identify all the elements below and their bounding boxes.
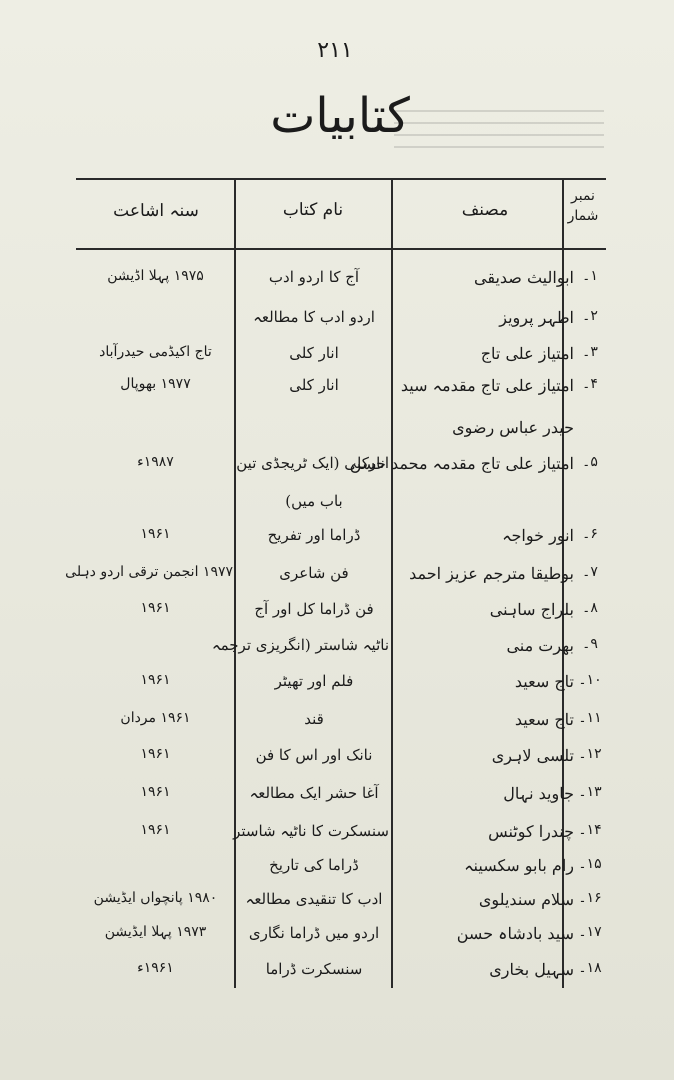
- entry-title: سنسکرت کا ناٹیہ شاستر: [233, 822, 389, 840]
- entry-title: نانک اور اس کا فن: [255, 746, 373, 764]
- entry-title: انار کلی: [289, 376, 339, 394]
- entry-publication: ۱۹۶۱: [140, 746, 171, 762]
- entry-number: ۷۔: [582, 564, 598, 580]
- entry-publication: ۱۹۶۱: [140, 672, 171, 688]
- entry-author: تاج سعید: [514, 672, 574, 691]
- entry-publication: تاج اکیڈمی حیدرآباد: [99, 344, 212, 360]
- table-row: [0, 886, 674, 918]
- entry-publication: ۱۹۶۱: [140, 526, 171, 542]
- entry-number: ۵۔: [582, 454, 598, 470]
- entry-number: ۸۔: [582, 600, 598, 616]
- entry-author: سہیل بخاری: [489, 960, 574, 979]
- entry-number: ۲۔: [582, 308, 598, 324]
- entry-number: ۱۶۔: [578, 890, 602, 906]
- entry-title: ڈراما اور تفریح: [267, 526, 361, 544]
- entry-title: فن شاعری: [279, 564, 349, 582]
- column-header-author: مصنف: [461, 200, 509, 220]
- entry-number: ۱۸۔: [578, 960, 602, 976]
- entry-author: امتیاز علی تاج مقدمہ سید: [400, 376, 574, 395]
- entry-number: ۱۱۔: [578, 710, 602, 726]
- table-row: [0, 668, 674, 700]
- column-header-year: سنہ اشاعت: [113, 201, 199, 221]
- entry-author: ابوالیث صدیقی: [474, 268, 574, 287]
- entry-title: باب میں): [285, 492, 343, 510]
- entry-number: ۱۳۔: [578, 784, 602, 800]
- entry-number: ۱۷۔: [578, 924, 602, 940]
- entry-number: ۱۵۔: [578, 856, 602, 872]
- entry-author: بھرت منی: [506, 636, 574, 655]
- entry-author: بوطیقا مترجم عزیز احمد: [409, 564, 574, 583]
- entry-publication: ۱۹۶۱ مردان: [120, 710, 191, 726]
- entry-title: ڈراما کی تاریخ: [269, 856, 359, 874]
- table-row: [0, 632, 674, 664]
- entry-title: اردو میں ڈراما نگاری: [248, 924, 380, 942]
- entry-author: چندرا کوٹنس: [488, 822, 574, 841]
- entry-title: اردو ادب کا مطالعہ: [253, 308, 375, 326]
- table-row: [0, 818, 674, 850]
- entry-title: انار کلی: [289, 344, 339, 362]
- page-number: ۲۱۱: [317, 38, 353, 63]
- table-row: [0, 852, 674, 884]
- table-row: [0, 920, 674, 952]
- entry-author: بلراج ساہنی: [489, 600, 574, 619]
- page-heading: کتابیات: [270, 88, 410, 144]
- entry-author: سید بادشاہ حسن: [456, 924, 574, 943]
- entry-publication: ۱۹۷۵ پہلا اڈیشن: [107, 268, 204, 284]
- entry-number: ۱۔: [582, 268, 598, 284]
- entry-author: امتیاز علی تاج: [480, 344, 574, 363]
- entry-title: آج کا اردو ادب: [268, 268, 360, 286]
- entry-publication: ۱۹۸۰ پانچواں ایڈیشن: [93, 890, 218, 906]
- table-row: [0, 706, 674, 738]
- table-row: [0, 304, 674, 336]
- entry-publication: ۱۹۶۱ء: [137, 960, 174, 976]
- entry-number: ۹۔: [582, 636, 598, 652]
- entry-publication: ۱۹۶۱: [140, 822, 171, 838]
- table-row: [0, 264, 674, 296]
- table-row: [0, 340, 674, 372]
- column-header-title: نام کتاب: [282, 200, 344, 220]
- table-row: [0, 450, 674, 482]
- entry-author: سلام سندیلوی: [478, 890, 574, 909]
- entry-author: تلسی لاہری: [491, 746, 574, 765]
- table-row: [0, 522, 674, 554]
- column-header-number: نمبر شمار: [567, 188, 599, 224]
- entry-author: تاج سعید: [514, 710, 574, 729]
- table-row: [0, 372, 674, 404]
- table-row: [0, 956, 674, 988]
- table-row: [0, 780, 674, 812]
- entry-number: ۴۔: [582, 376, 598, 392]
- entry-publication: ۱۹۷۷ انجمن ترقی اردو دہلی: [65, 564, 233, 580]
- entry-publication: ۱۹۶۱: [140, 600, 171, 616]
- table-row: [0, 560, 674, 592]
- entry-title: فن ڈراما کل اور آج: [254, 600, 374, 618]
- entry-author: رام بابو سکسینہ: [464, 856, 574, 875]
- entry-author: انور خواجہ: [502, 526, 574, 545]
- entry-publication: ۱۹۶۱: [140, 784, 171, 800]
- entry-author: حیدر عباس رضوی: [452, 418, 574, 437]
- entry-number: ۱۰۔: [578, 672, 602, 688]
- entry-author: جاوید نہال: [503, 784, 574, 803]
- entry-author: امتیاز علی تاج مقدمہ محمد حسن: [349, 454, 574, 473]
- entry-title: ناٹیہ شاستر (انگریزی ترجمہ: [211, 636, 389, 654]
- table-row: [0, 742, 674, 774]
- entry-number: ۱۴۔: [578, 822, 602, 838]
- entry-publication: ۱۹۷۳ پہلا ایڈیشن: [104, 924, 207, 940]
- entry-title: فلم اور تھیٹر: [274, 672, 354, 690]
- table-row: [0, 414, 674, 446]
- table-row: [0, 596, 674, 628]
- entry-number: ۱۲۔: [578, 746, 602, 762]
- entry-author: اطہر پرویز: [499, 308, 574, 327]
- entry-number: ۳۔: [582, 344, 598, 360]
- table-row: [0, 488, 674, 520]
- entry-publication: ۱۹۸۷ء: [137, 454, 174, 470]
- entry-publication: ۱۹۷۷ بھوپال: [120, 376, 191, 392]
- entry-title: ادب کا تنقیدی مطالعہ: [245, 890, 383, 908]
- entry-title: انارکلی (ایک ٹریجڈی تین: [236, 454, 389, 472]
- entry-title: آغا حشر ایک مطالعہ: [249, 784, 379, 802]
- entry-title: سنسکرت ڈراما: [265, 960, 363, 978]
- entry-title: قند: [304, 710, 324, 728]
- entry-number: ۶۔: [582, 526, 598, 542]
